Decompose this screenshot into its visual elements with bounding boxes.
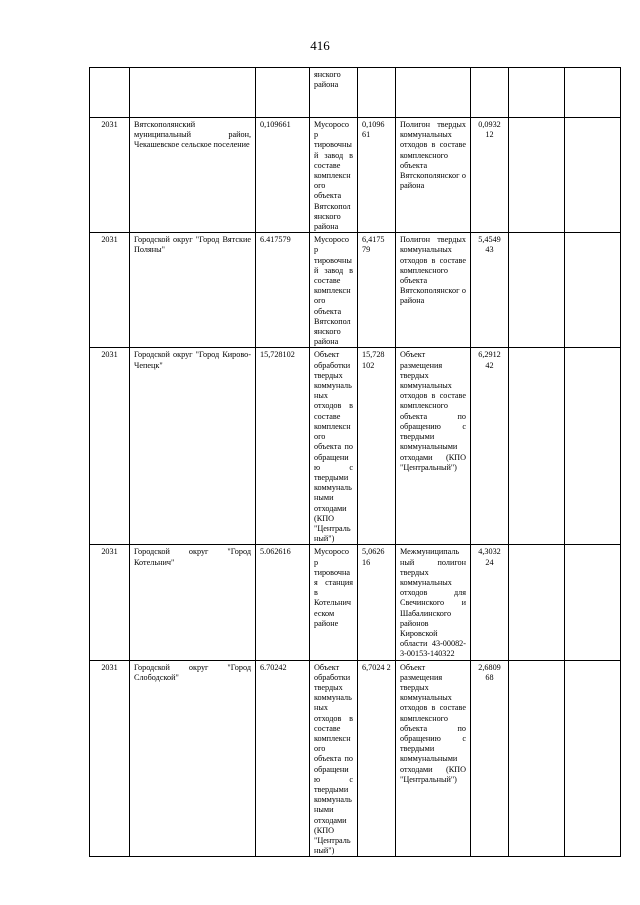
destination-volume-cell: 6,2912 42: [471, 348, 509, 545]
destination-cell: Объект размещения твердых коммунальных отходов в составе комплексного объекта по обращению с твердыми коммунальными отходами (КПО "Центральный"): [396, 348, 471, 545]
destination-cell: Межмуниципаль ный полигон твердых коммунальных отходов для Свечинского и Шабалинского районов Кировской области 43-00082-3-00153-140322: [396, 545, 471, 660]
volume-cell: 6.70242: [256, 660, 310, 857]
empty-cell: [509, 233, 565, 348]
table-row: [90, 660, 621, 857]
empty-cell: [565, 660, 621, 857]
destination-volume-cell: [471, 68, 509, 118]
empty-cell: [565, 233, 621, 348]
empty-cell: [509, 348, 565, 545]
facility-volume-cell: 5,0626 16: [358, 545, 396, 660]
empty-cell: [509, 68, 565, 118]
waste-flow-table: [89, 67, 621, 857]
year-cell: [90, 68, 130, 118]
facility-volume-cell: 6,4175 79: [358, 233, 396, 348]
empty-cell: [565, 118, 621, 233]
facility-cell: Объект обработки твердых коммуналь ных отходов в составе комплексн ого объекта по обращени ю с твердыми коммуналь ными отходами (КПО "Централь ный"): [310, 660, 358, 857]
facility-volume-cell: 6,7024 2: [358, 660, 396, 857]
year-cell: 2031: [90, 118, 130, 233]
destination-cell: Объект размещения твердых коммунальных отходов в составе комплексного объекта по обращению с твердыми коммунальными отходами (КПО "Центральный"): [396, 660, 471, 857]
volume-cell: 6.417579: [256, 233, 310, 348]
empty-cell: [509, 118, 565, 233]
table-row: [90, 233, 621, 348]
empty-cell: [509, 660, 565, 857]
destination-cell: [396, 68, 471, 118]
municipality-cell: Городской округ "Город Кирово-Чепецк": [130, 348, 256, 545]
table-row: [90, 118, 621, 233]
municipality-cell: Вятскополянский муниципальный район, Чекашевское сельское поселение: [130, 118, 256, 233]
year-cell: 2031: [90, 660, 130, 857]
table-row: [90, 68, 621, 118]
empty-cell: [565, 68, 621, 118]
facility-cell: Мусоросор тировочны й завод в составе комплексн ого объекта Вятскопол янского района: [310, 118, 358, 233]
facility-cell: Объект обработки твердых коммуналь ных отходов в составе комплексн ого объекта по обращени ю с твердыми коммуналь ными отходами (КПО "Централь ный"): [310, 348, 358, 545]
facility-volume-cell: [358, 68, 396, 118]
facility-cell: Мусоросор тировочна я станция в Котельнич еском районе: [310, 545, 358, 660]
destination-cell: Полигон твердых коммунальных отходов в составе комплексного объекта Вятскополянског о района: [396, 233, 471, 348]
page-number: 416: [310, 38, 330, 53]
municipality-cell: Городской округ "Город Слободской": [130, 660, 256, 857]
municipality-cell: Городской округ "Город Вятские Поляны": [130, 233, 256, 348]
volume-cell: 0,109661: [256, 118, 310, 233]
empty-cell: [565, 545, 621, 660]
municipality-cell: [130, 68, 256, 118]
year-cell: 2031: [90, 545, 130, 660]
empty-cell: [565, 348, 621, 545]
destination-volume-cell: 2,6809 68: [471, 660, 509, 857]
destination-volume-cell: 4,3032 24: [471, 545, 509, 660]
facility-cell: Мусоросор тировочны й завод в составе комплексн ого объекта Вятскопол янского района: [310, 233, 358, 348]
volume-cell: 15,728102: [256, 348, 310, 545]
destination-volume-cell: 5,4549 43: [471, 233, 509, 348]
facility-volume-cell: 15,728 102: [358, 348, 396, 545]
table-row: [90, 348, 621, 545]
year-cell: 2031: [90, 233, 130, 348]
municipality-cell: Городской округ "Город Котельнич": [130, 545, 256, 660]
volume-cell: [256, 68, 310, 118]
year-cell: 2031: [90, 348, 130, 545]
destination-cell: Полигон твердых коммунальных отходов в составе комплексного объекта Вятскополянског о района: [396, 118, 471, 233]
table-row: [90, 545, 621, 660]
facility-cell: янского района: [310, 68, 358, 118]
empty-cell: [509, 545, 565, 660]
destination-volume-cell: 0,0932 12: [471, 118, 509, 233]
volume-cell: 5.062616: [256, 545, 310, 660]
facility-volume-cell: 0,1096 61: [358, 118, 396, 233]
